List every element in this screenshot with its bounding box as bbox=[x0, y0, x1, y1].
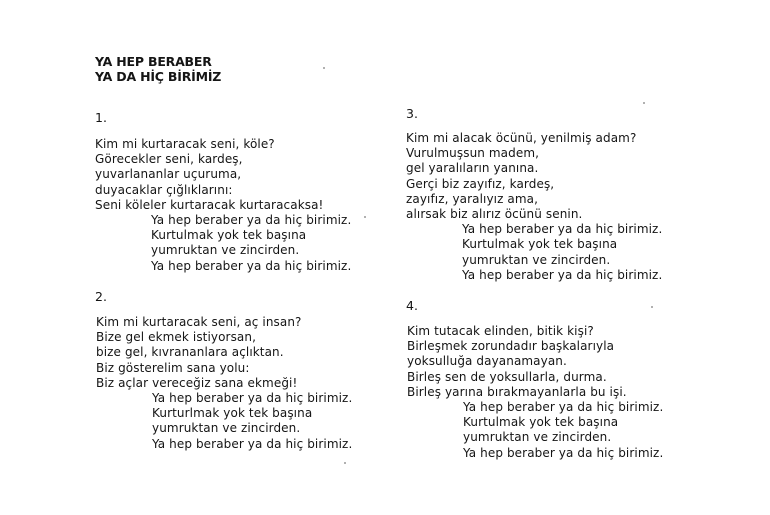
scan-speck bbox=[651, 306, 653, 308]
verse-line: Birleş sen de yoksullarla, durma. bbox=[407, 369, 607, 384]
verse-line: Kim mi kurtaracak seni, köle? bbox=[95, 137, 275, 151]
refrain-line: Kurtulmak yok tek başına bbox=[151, 228, 307, 243]
verse-line: Gerçi biz zayıfız, kardeş, bbox=[406, 176, 555, 191]
verse-line: Birleş yarına bırakmayanlarla bu işi. bbox=[407, 384, 627, 399]
verse-line: Kim tutacak elinden, bitik kişi? bbox=[407, 324, 594, 338]
verse-line: duyacaklar çığlıklarını: bbox=[95, 182, 233, 197]
verse-line: Vurulmuşsun madem, bbox=[406, 146, 540, 161]
verse-line: Bize gel ekmek istiyorsan, bbox=[96, 330, 257, 345]
section-3-stanza bbox=[406, 131, 662, 283]
verse-line: yuvarlananlar uçuruma, bbox=[95, 167, 242, 182]
refrain-line: Ya hep beraber ya da hiç birimiz. bbox=[152, 436, 353, 451]
refrain-line: Ya hep beraber ya da hiç birimiz. bbox=[462, 222, 663, 237]
refrain-line: Kurtulmak yok tek başına bbox=[463, 415, 619, 430]
verse-line: gel yaralıların yanına. bbox=[406, 161, 539, 176]
verse-line: Biz açlar vereceğiz sana ekmeği! bbox=[96, 375, 298, 390]
refrain-line: Kurtulmak yok tek başına bbox=[462, 237, 618, 252]
verse-line: Kim mi alacak öcünü, yenilmiş adam? bbox=[406, 131, 637, 145]
section-2-number: 2. bbox=[95, 289, 107, 304]
section-4-number: 4. bbox=[406, 298, 418, 313]
verse-line: zayıfız, yaralıyız ama, bbox=[406, 191, 539, 206]
poem-title bbox=[95, 54, 221, 84]
verse-line: Kim mi kurtaracak seni, aç insan? bbox=[96, 315, 302, 329]
verse-line: Biz gösterelim sana yolu: bbox=[96, 360, 250, 375]
scan-speck bbox=[643, 102, 645, 104]
section-1-number: 1. bbox=[95, 110, 107, 125]
title-line-1: YA HEP BERABER bbox=[95, 54, 212, 69]
refrain-line: Kurturlmak yok tek başına bbox=[152, 406, 313, 421]
verse-line: Birleşmek zorundadır başkalarıyla bbox=[407, 339, 615, 354]
refrain-line: yumruktan ve zincirden. bbox=[152, 421, 301, 436]
section-4-stanza bbox=[407, 324, 663, 461]
refrain-line: Ya hep beraber ya da hiç birimiz. bbox=[151, 258, 352, 273]
refrain-line: yumruktan ve zincirden. bbox=[463, 430, 612, 445]
verse-line: yoksulluğa dayanamayan. bbox=[407, 354, 567, 369]
scan-speck bbox=[323, 67, 325, 69]
verse-line: alırsak biz alırız öcünü senin. bbox=[406, 207, 583, 222]
section-3-number: 3. bbox=[406, 106, 418, 121]
verse-line: Seni köleler kurtaracak kurtaracaksa! bbox=[95, 197, 324, 212]
scan-speck bbox=[364, 216, 366, 218]
scan-speck bbox=[344, 462, 346, 464]
refrain-line: yumruktan ve zincirden. bbox=[462, 252, 611, 267]
refrain-line: Ya hep beraber ya da hiç birimiz. bbox=[151, 213, 352, 228]
section-2-stanza bbox=[96, 315, 352, 452]
refrain-line: Ya hep beraber ya da hiç birimiz. bbox=[462, 267, 663, 282]
title-line-2: YA DA HİÇ BİRİMİZ bbox=[95, 69, 222, 84]
refrain-line: Ya hep beraber ya da hiç birimiz. bbox=[463, 400, 664, 415]
verse-line: bize gel, kıvrananlara açlıktan. bbox=[96, 345, 284, 360]
refrain-line: yumruktan ve zincirden. bbox=[151, 243, 300, 258]
verse-line: Görecekler seni, kardeş, bbox=[95, 152, 243, 167]
refrain-line: Ya hep beraber ya da hiç birimiz. bbox=[463, 445, 664, 460]
section-1-stanza bbox=[95, 137, 351, 274]
refrain-line: Ya hep beraber ya da hiç birimiz. bbox=[152, 391, 353, 406]
